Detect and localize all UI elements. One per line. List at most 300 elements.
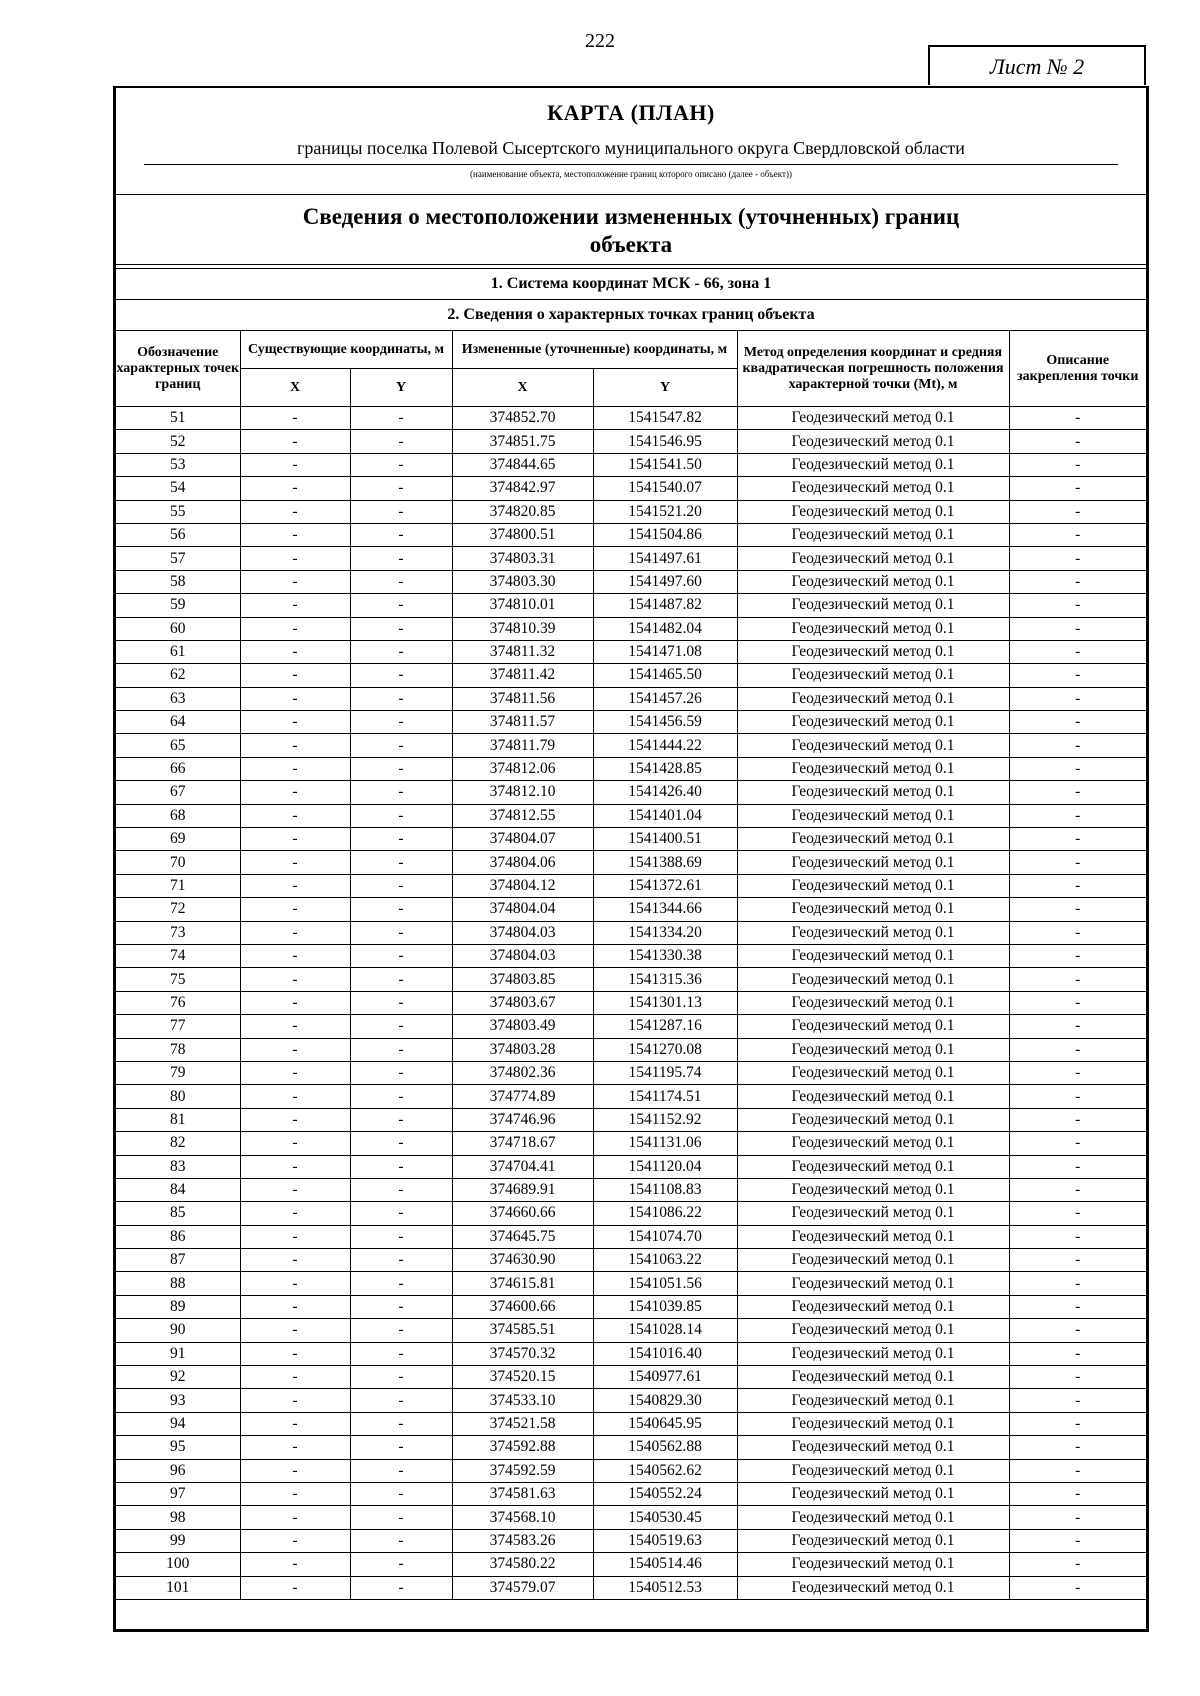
description-cell: - (1009, 757, 1146, 780)
col-existing-x: X (240, 369, 350, 407)
changed-x-cell: 374800.51 (452, 523, 593, 546)
existing-y-cell: - (350, 407, 452, 430)
changed-y-cell: 1541428.85 (593, 757, 737, 780)
changed-x-cell: 374804.12 (452, 874, 593, 897)
changed-x-cell: 374803.30 (452, 570, 593, 593)
changed-y-cell: 1541195.74 (593, 1061, 737, 1084)
description-cell: - (1009, 1132, 1146, 1155)
existing-y-cell: - (350, 1319, 452, 1342)
map-header (116, 88, 1146, 195)
changed-x-cell: 374718.67 (452, 1132, 593, 1155)
table-row (116, 921, 1146, 944)
table-row (116, 640, 1146, 663)
section-title-line1: Сведения о местоположении измененных (уточненных) границ (302, 204, 960, 229)
existing-x-cell: - (240, 711, 350, 734)
table-row (116, 1482, 1146, 1505)
existing-x-cell: - (240, 430, 350, 453)
existing-y-cell: - (350, 500, 452, 523)
changed-x-cell: 374580.22 (452, 1553, 593, 1576)
existing-x-cell: - (240, 1389, 350, 1412)
table-row (116, 898, 1146, 921)
existing-y-cell: - (350, 1412, 452, 1435)
changed-x-cell: 374810.39 (452, 617, 593, 640)
existing-x-cell: - (240, 1225, 350, 1248)
changed-y-cell: 1541401.04 (593, 804, 737, 827)
changed-x-cell: 374660.66 (452, 1202, 593, 1225)
existing-y-cell: - (350, 1389, 452, 1412)
point-id-cell: 94 (116, 1412, 240, 1435)
table-row (116, 1085, 1146, 1108)
point-id-cell: 85 (116, 1202, 240, 1225)
existing-x-cell: - (240, 1506, 350, 1529)
sheet-label: Лист № 2 (928, 45, 1146, 85)
description-cell: - (1009, 617, 1146, 640)
col-changed-y: Y (593, 369, 737, 407)
changed-x-cell: 374811.79 (452, 734, 593, 757)
existing-y-cell: - (350, 1015, 452, 1038)
existing-y-cell: - (350, 594, 452, 617)
col-existing-header: Существующие координаты, м (240, 331, 452, 369)
method-cell: Геодезический метод 0.1 (737, 1085, 1009, 1108)
existing-y-cell: - (350, 640, 452, 663)
method-cell: Геодезический метод 0.1 (737, 1038, 1009, 1061)
method-cell: Геодезический метод 0.1 (737, 1576, 1009, 1599)
table-row (116, 804, 1146, 827)
changed-y-cell: 1541504.86 (593, 523, 737, 546)
existing-x-cell: - (240, 1249, 350, 1272)
point-id-cell: 96 (116, 1459, 240, 1482)
table-row (116, 687, 1146, 710)
method-cell: Геодезический метод 0.1 (737, 734, 1009, 757)
changed-y-cell: 1541457.26 (593, 687, 737, 710)
table-row (116, 430, 1146, 453)
existing-y-cell: - (350, 547, 452, 570)
method-cell: Геодезический метод 0.1 (737, 1342, 1009, 1365)
changed-y-cell: 1541131.06 (593, 1132, 737, 1155)
changed-y-cell: 1540562.62 (593, 1459, 737, 1482)
description-cell: - (1009, 1319, 1146, 1342)
point-id-cell: 69 (116, 828, 240, 851)
method-cell: Геодезический метод 0.1 (737, 547, 1009, 570)
section2-row: 2. Сведения о характерных точках границ объекта (116, 300, 1146, 331)
method-cell: Геодезический метод 0.1 (737, 921, 1009, 944)
section-title (116, 195, 1146, 265)
existing-y-cell: - (350, 1342, 452, 1365)
table-row (116, 1389, 1146, 1412)
point-id-cell: 80 (116, 1085, 240, 1108)
changed-x-cell: 374811.42 (452, 664, 593, 687)
table-row (116, 1249, 1146, 1272)
changed-y-cell: 1541497.61 (593, 547, 737, 570)
table-row (116, 1436, 1146, 1459)
existing-y-cell: - (350, 734, 452, 757)
existing-y-cell: - (350, 1225, 452, 1248)
existing-y-cell: - (350, 1038, 452, 1061)
point-id-cell: 87 (116, 1249, 240, 1272)
method-cell: Геодезический метод 0.1 (737, 1553, 1009, 1576)
changed-x-cell: 374803.85 (452, 968, 593, 991)
existing-x-cell: - (240, 1132, 350, 1155)
description-cell: - (1009, 1412, 1146, 1435)
point-id-cell: 76 (116, 991, 240, 1014)
changed-y-cell: 1541344.66 (593, 898, 737, 921)
changed-y-cell: 1541108.83 (593, 1178, 737, 1201)
changed-x-cell: 374804.06 (452, 851, 593, 874)
table-row (116, 1272, 1146, 1295)
method-cell: Геодезический метод 0.1 (737, 1295, 1009, 1318)
changed-y-cell: 1541487.82 (593, 594, 737, 617)
changed-x-cell: 374842.97 (452, 477, 593, 500)
point-id-cell: 99 (116, 1529, 240, 1552)
description-cell: - (1009, 1108, 1146, 1131)
existing-x-cell: - (240, 1319, 350, 1342)
changed-x-cell: 374804.03 (452, 944, 593, 967)
point-id-cell: 67 (116, 781, 240, 804)
description-cell: - (1009, 898, 1146, 921)
changed-x-cell: 374630.90 (452, 1249, 593, 1272)
existing-x-cell: - (240, 944, 350, 967)
method-cell: Геодезический метод 0.1 (737, 523, 1009, 546)
description-cell: - (1009, 594, 1146, 617)
description-cell: - (1009, 1506, 1146, 1529)
description-cell: - (1009, 828, 1146, 851)
table-row (116, 453, 1146, 476)
section-title-line2: объекта (589, 232, 673, 257)
doc-caption: (наименование объекта, местоположение границ которого описано (далее - объект)) (470, 169, 792, 179)
point-id-cell: 84 (116, 1178, 240, 1201)
changed-y-cell: 1541471.08 (593, 640, 737, 663)
changed-y-cell: 1541497.60 (593, 570, 737, 593)
existing-x-cell: - (240, 407, 350, 430)
table-row (116, 1459, 1146, 1482)
method-cell: Геодезический метод 0.1 (737, 1319, 1009, 1342)
existing-x-cell: - (240, 1412, 350, 1435)
existing-y-cell: - (350, 477, 452, 500)
changed-y-cell: 1541016.40 (593, 1342, 737, 1365)
point-id-cell: 66 (116, 757, 240, 780)
changed-x-cell: 374583.26 (452, 1529, 593, 1552)
method-cell: Геодезический метод 0.1 (737, 453, 1009, 476)
changed-x-cell: 374592.59 (452, 1459, 593, 1482)
point-id-cell: 63 (116, 687, 240, 710)
table-row (116, 1202, 1146, 1225)
existing-x-cell: - (240, 1553, 350, 1576)
table-row (116, 757, 1146, 780)
changed-y-cell: 1541456.59 (593, 711, 737, 734)
description-cell: - (1009, 921, 1146, 944)
existing-x-cell: - (240, 804, 350, 827)
description-cell: - (1009, 453, 1146, 476)
table-row (116, 570, 1146, 593)
existing-y-cell: - (350, 898, 452, 921)
changed-y-cell: 1541546.95 (593, 430, 737, 453)
table-row (116, 1412, 1146, 1435)
table-row (116, 523, 1146, 546)
method-cell: Геодезический метод 0.1 (737, 1015, 1009, 1038)
changed-x-cell: 374520.15 (452, 1366, 593, 1389)
point-id-cell: 52 (116, 430, 240, 453)
existing-y-cell: - (350, 711, 452, 734)
description-cell: - (1009, 1155, 1146, 1178)
changed-x-cell: 374600.66 (452, 1295, 593, 1318)
existing-y-cell: - (350, 1576, 452, 1599)
table-row (116, 1108, 1146, 1131)
point-id-cell: 65 (116, 734, 240, 757)
point-id-cell: 53 (116, 453, 240, 476)
changed-x-cell: 374812.06 (452, 757, 593, 780)
description-cell: - (1009, 1038, 1146, 1061)
existing-x-cell: - (240, 1366, 350, 1389)
description-cell: - (1009, 1389, 1146, 1412)
existing-y-cell: - (350, 1249, 452, 1272)
point-id-cell: 72 (116, 898, 240, 921)
changed-x-cell: 374592.88 (452, 1436, 593, 1459)
method-cell: Геодезический метод 0.1 (737, 1459, 1009, 1482)
point-id-cell: 101 (116, 1576, 240, 1599)
existing-x-cell: - (240, 757, 350, 780)
method-cell: Геодезический метод 0.1 (737, 1389, 1009, 1412)
table-row (116, 828, 1146, 851)
description-cell: - (1009, 477, 1146, 500)
existing-x-cell: - (240, 898, 350, 921)
description-cell: - (1009, 1482, 1146, 1505)
changed-y-cell: 1540514.46 (593, 1553, 737, 1576)
changed-x-cell: 374568.10 (452, 1506, 593, 1529)
changed-x-cell: 374803.67 (452, 991, 593, 1014)
existing-y-cell: - (350, 757, 452, 780)
method-cell: Геодезический метод 0.1 (737, 407, 1009, 430)
point-id-cell: 59 (116, 594, 240, 617)
changed-x-cell: 374803.49 (452, 1015, 593, 1038)
point-id-cell: 93 (116, 1389, 240, 1412)
existing-x-cell: - (240, 874, 350, 897)
existing-y-cell: - (350, 1272, 452, 1295)
existing-y-cell: - (350, 804, 452, 827)
document-frame (113, 86, 1149, 1632)
existing-x-cell: - (240, 851, 350, 874)
point-id-cell: 61 (116, 640, 240, 663)
existing-y-cell: - (350, 1061, 452, 1084)
existing-x-cell: - (240, 477, 350, 500)
method-cell: Геодезический метод 0.1 (737, 1061, 1009, 1084)
table-row (116, 500, 1146, 523)
changed-x-cell: 374811.57 (452, 711, 593, 734)
point-id-cell: 78 (116, 1038, 240, 1061)
point-id-cell: 100 (116, 1553, 240, 1576)
point-id-cell: 98 (116, 1506, 240, 1529)
changed-y-cell: 1541521.20 (593, 500, 737, 523)
method-cell: Геодезический метод 0.1 (737, 430, 1009, 453)
table-row (116, 1061, 1146, 1084)
changed-y-cell: 1541270.08 (593, 1038, 737, 1061)
existing-x-cell: - (240, 664, 350, 687)
existing-y-cell: - (350, 1295, 452, 1318)
existing-y-cell: - (350, 874, 452, 897)
table-row (116, 594, 1146, 617)
changed-y-cell: 1541051.56 (593, 1272, 737, 1295)
point-id-cell: 57 (116, 547, 240, 570)
method-cell: Геодезический метод 0.1 (737, 1272, 1009, 1295)
existing-x-cell: - (240, 640, 350, 663)
changed-y-cell: 1541330.38 (593, 944, 737, 967)
method-cell: Геодезический метод 0.1 (737, 968, 1009, 991)
changed-y-cell: 1541388.69 (593, 851, 737, 874)
changed-y-cell: 1541444.22 (593, 734, 737, 757)
existing-y-cell: - (350, 523, 452, 546)
table-row (116, 781, 1146, 804)
changed-y-cell: 1541400.51 (593, 828, 737, 851)
changed-x-cell: 374844.65 (452, 453, 593, 476)
changed-y-cell: 1541334.20 (593, 921, 737, 944)
point-id-cell: 97 (116, 1482, 240, 1505)
existing-y-cell: - (350, 1436, 452, 1459)
table-row (116, 734, 1146, 757)
existing-y-cell: - (350, 664, 452, 687)
description-cell: - (1009, 1366, 1146, 1389)
description-cell: - (1009, 1225, 1146, 1248)
changed-x-cell: 374802.36 (452, 1061, 593, 1084)
existing-y-cell: - (350, 828, 452, 851)
description-cell: - (1009, 991, 1146, 1014)
point-id-cell: 95 (116, 1436, 240, 1459)
table-row (116, 991, 1146, 1014)
changed-x-cell: 374570.32 (452, 1342, 593, 1365)
point-id-cell: 92 (116, 1366, 240, 1389)
changed-x-cell: 374585.51 (452, 1319, 593, 1342)
page-number: 222 (585, 30, 615, 52)
changed-y-cell: 1541287.16 (593, 1015, 737, 1038)
description-cell: - (1009, 734, 1146, 757)
method-cell: Геодезический метод 0.1 (737, 1506, 1009, 1529)
col-changed-x: X (452, 369, 593, 407)
existing-x-cell: - (240, 1342, 350, 1365)
existing-y-cell: - (350, 991, 452, 1014)
existing-y-cell: - (350, 570, 452, 593)
description-cell: - (1009, 1459, 1146, 1482)
method-cell: Геодезический метод 0.1 (737, 1155, 1009, 1178)
existing-y-cell: - (350, 781, 452, 804)
existing-y-cell: - (350, 944, 452, 967)
table-row (116, 1295, 1146, 1318)
existing-y-cell: - (350, 453, 452, 476)
method-cell: Геодезический метод 0.1 (737, 851, 1009, 874)
description-cell: - (1009, 1436, 1146, 1459)
existing-x-cell: - (240, 1202, 350, 1225)
coord-system-row: 1. Система координат МСК - 66, зона 1 (116, 269, 1146, 300)
changed-y-cell: 1541372.61 (593, 874, 737, 897)
method-cell: Геодезический метод 0.1 (737, 477, 1009, 500)
changed-x-cell: 374804.07 (452, 828, 593, 851)
changed-y-cell: 1541315.36 (593, 968, 737, 991)
method-cell: Геодезический метод 0.1 (737, 1132, 1009, 1155)
table-row (116, 617, 1146, 640)
table-row (116, 1319, 1146, 1342)
point-id-cell: 51 (116, 407, 240, 430)
method-cell: Геодезический метод 0.1 (737, 804, 1009, 827)
col-description-header: Описание закрепления точки (1009, 331, 1146, 407)
description-cell: - (1009, 1015, 1146, 1038)
table-row (116, 711, 1146, 734)
table-row (116, 1576, 1146, 1599)
existing-x-cell: - (240, 1178, 350, 1201)
existing-y-cell: - (350, 921, 452, 944)
changed-x-cell: 374746.96 (452, 1108, 593, 1131)
existing-x-cell: - (240, 1015, 350, 1038)
method-cell: Геодезический метод 0.1 (737, 1412, 1009, 1435)
table-row (116, 1178, 1146, 1201)
existing-x-cell: - (240, 570, 350, 593)
existing-x-cell: - (240, 1459, 350, 1482)
point-id-cell: 86 (116, 1225, 240, 1248)
coordinates-table (116, 269, 1146, 1600)
changed-y-cell: 1541174.51 (593, 1085, 737, 1108)
changed-x-cell: 374851.75 (452, 430, 593, 453)
existing-x-cell: - (240, 1529, 350, 1552)
method-cell: Геодезический метод 0.1 (737, 594, 1009, 617)
table-row (116, 1038, 1146, 1061)
method-cell: Геодезический метод 0.1 (737, 687, 1009, 710)
existing-x-cell: - (240, 1155, 350, 1178)
point-id-cell: 60 (116, 617, 240, 640)
existing-y-cell: - (350, 617, 452, 640)
table-row (116, 1506, 1146, 1529)
existing-y-cell: - (350, 1482, 452, 1505)
existing-x-cell: - (240, 687, 350, 710)
existing-y-cell: - (350, 430, 452, 453)
description-cell: - (1009, 523, 1146, 546)
method-cell: Геодезический метод 0.1 (737, 640, 1009, 663)
method-cell: Геодезический метод 0.1 (737, 991, 1009, 1014)
table-row (116, 874, 1146, 897)
existing-y-cell: - (350, 1506, 452, 1529)
method-cell: Геодезический метод 0.1 (737, 1202, 1009, 1225)
changed-y-cell: 1540519.63 (593, 1529, 737, 1552)
table-row (116, 1132, 1146, 1155)
description-cell: - (1009, 570, 1146, 593)
description-cell: - (1009, 664, 1146, 687)
description-cell: - (1009, 1085, 1146, 1108)
existing-x-cell: - (240, 921, 350, 944)
changed-x-cell: 374579.07 (452, 1576, 593, 1599)
changed-y-cell: 1541028.14 (593, 1319, 737, 1342)
changed-x-cell: 374811.32 (452, 640, 593, 663)
existing-x-cell: - (240, 594, 350, 617)
table-row (116, 944, 1146, 967)
changed-x-cell: 374811.56 (452, 687, 593, 710)
method-cell: Геодезический метод 0.1 (737, 1482, 1009, 1505)
description-cell: - (1009, 804, 1146, 827)
table-row (116, 1553, 1146, 1576)
table-row (116, 664, 1146, 687)
existing-y-cell: - (350, 1085, 452, 1108)
method-cell: Геодезический метод 0.1 (737, 500, 1009, 523)
point-id-cell: 62 (116, 664, 240, 687)
existing-x-cell: - (240, 1436, 350, 1459)
existing-x-cell: - (240, 1576, 350, 1599)
point-id-cell: 82 (116, 1132, 240, 1155)
changed-x-cell: 374804.04 (452, 898, 593, 921)
table-row (116, 407, 1146, 430)
table-row (116, 1015, 1146, 1038)
method-cell: Геодезический метод 0.1 (737, 1529, 1009, 1552)
existing-y-cell: - (350, 1529, 452, 1552)
method-cell: Геодезический метод 0.1 (737, 711, 1009, 734)
method-cell: Геодезический метод 0.1 (737, 1225, 1009, 1248)
point-id-cell: 74 (116, 944, 240, 967)
existing-x-cell: - (240, 1061, 350, 1084)
description-cell: - (1009, 547, 1146, 570)
changed-x-cell: 374810.01 (452, 594, 593, 617)
